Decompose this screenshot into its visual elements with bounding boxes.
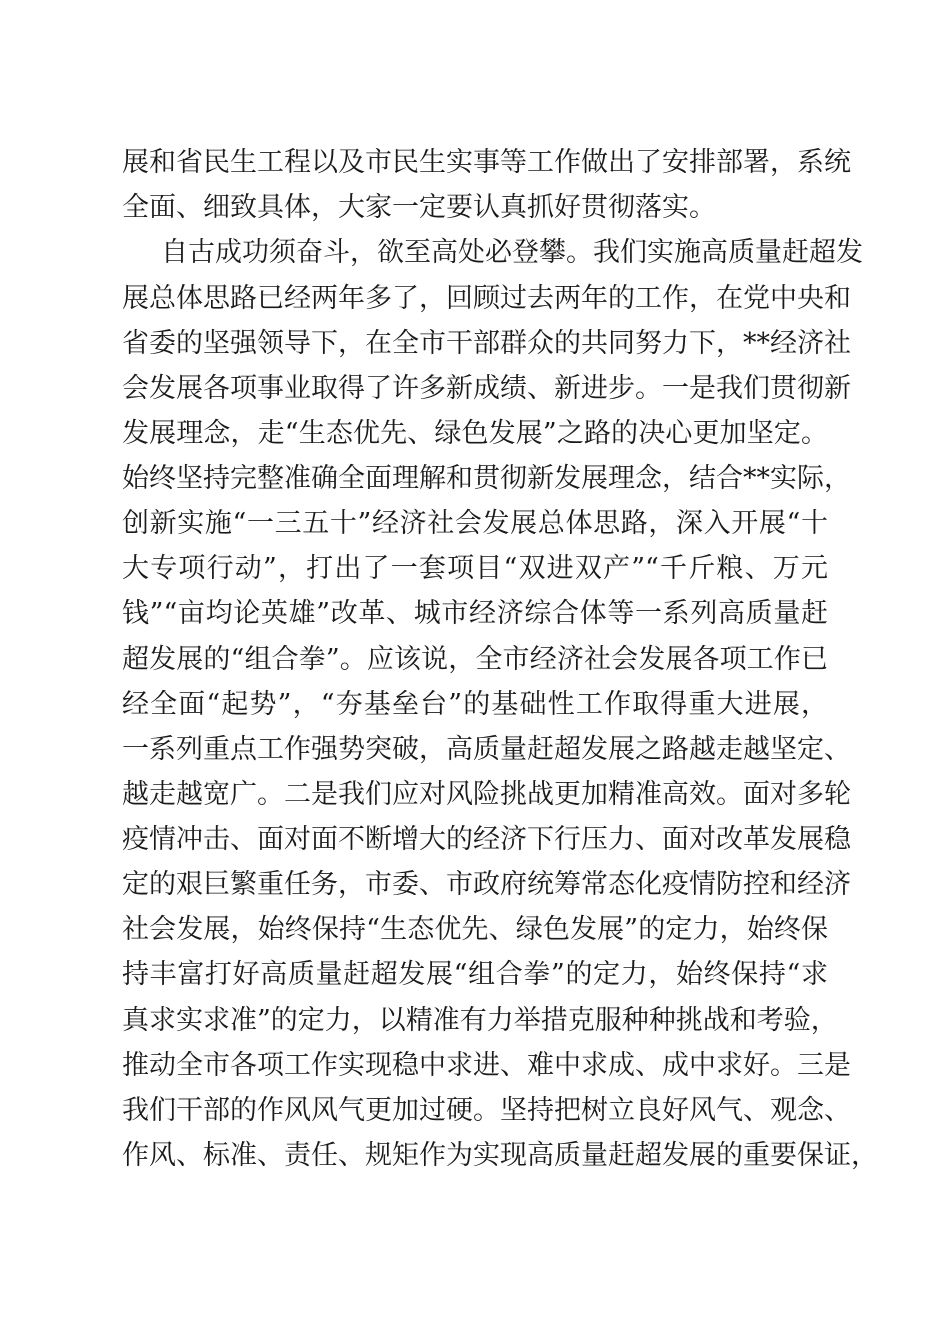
text-line: 省委的坚强领导下，在全市干部群众的共同努力下，**经济社	[122, 328, 851, 359]
text-line: 真求实求准”的定力，以精准有力举措克服种种挑战和考验，	[122, 1005, 838, 1036]
text-line: 大专项行动”，打出了一套项目“双进双产”“千斤粮、万元	[122, 553, 828, 584]
text-line: 展和省民生工程以及市民生实事等工作做出了安排部署，系统	[122, 147, 851, 178]
text-line: 社会发展，始终保持“生态优先、绿色发展”的定力，始终保	[122, 914, 828, 945]
text-line: 超发展的“组合拳”。应该说，全市经济社会发展各项工作已	[122, 644, 828, 675]
text-line: 一系列重点工作强势突破，高质量赶超发展之路越走越坚定、	[122, 734, 851, 765]
text-line: 定的艰巨繁重任务，市委、市政府统筹常态化疫情防控和经济	[122, 869, 851, 900]
text-line: 经全面“起势”，“夯基垒台”的基础性工作取得重大进展，	[122, 689, 828, 720]
text-line: 越走越宽广。二是我们应对风险挑战更加精准高效。面对多轮	[122, 779, 851, 810]
text-line: 创新实施“一三五十”经济社会发展总体思路，深入开展“十	[122, 508, 828, 539]
text-line: 推动全市各项工作实现稳中求进、难中求成、成中求好。三是	[122, 1050, 851, 1081]
text-line: 作风、标准、责任、规矩作为实现高质量赶超发展的重要保证，	[122, 1140, 878, 1171]
text-line: 发展理念，走“生态优先、绿色发展”之路的决心更加坚定。	[122, 418, 828, 449]
text-line: 自古成功须奋斗，欲至高处必登攀。我们实施高质量赶超发	[161, 237, 863, 268]
text-line: 会发展各项事业取得了许多新成绩、新进步。一是我们贯彻新	[122, 373, 851, 404]
text-line: 展总体思路已经两年多了，回顾过去两年的工作，在党中央和	[122, 283, 851, 314]
text-line: 持丰富打好高质量赶超发展“组合拳”的定力，始终保持“求	[122, 959, 828, 990]
text-line: 疫情冲击、面对面不断增大的经济下行压力、面对改革发展稳	[122, 824, 851, 855]
text-line: 我们干部的作风风气更加过硬。坚持把树立良好风气、观念、	[122, 1095, 851, 1126]
text-line: 始终坚持完整准确全面理解和贯彻新发展理念，结合**实际，	[122, 463, 851, 494]
text-line: 钱”“亩均论英雄”改革、城市经济综合体等一系列高质量赶	[122, 598, 828, 629]
text-line: 全面、细致具体，大家一定要认真抓好贯彻落实。	[122, 192, 716, 223]
